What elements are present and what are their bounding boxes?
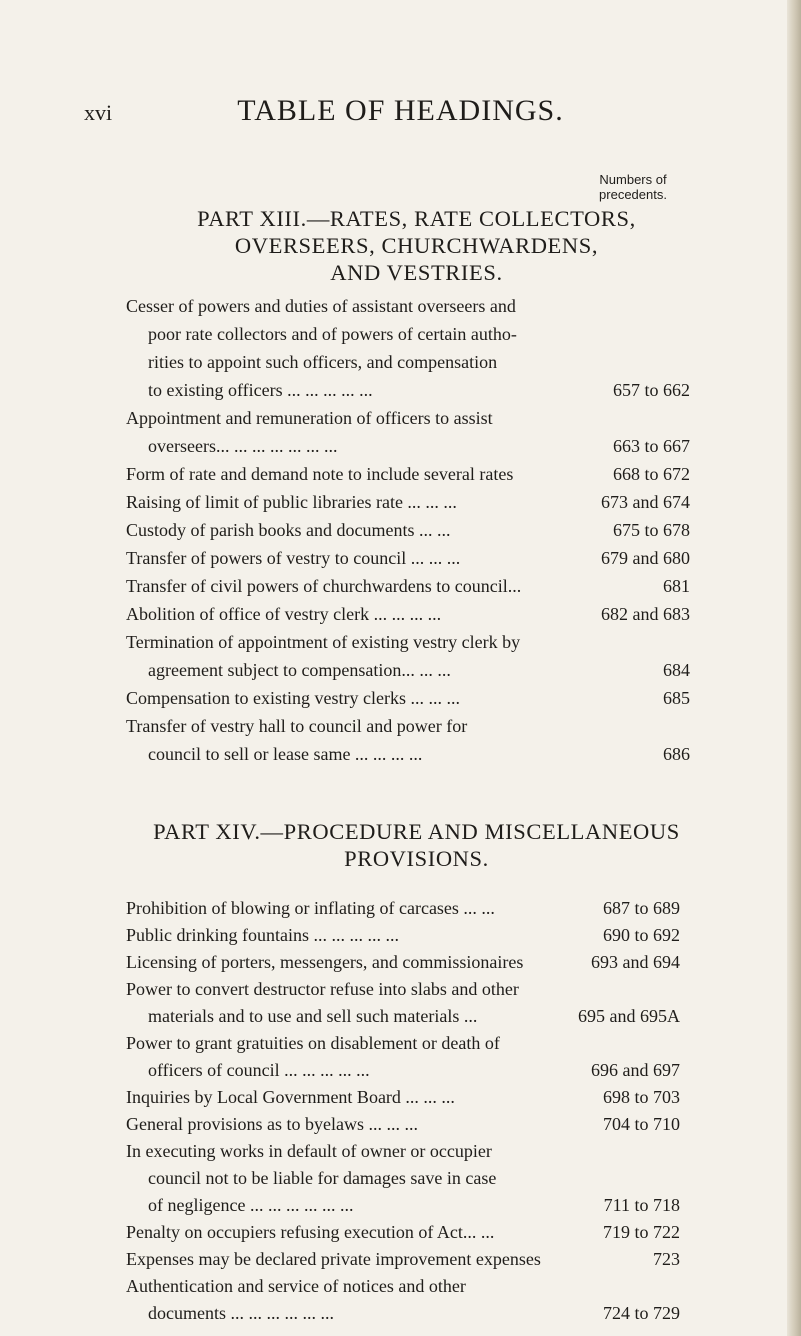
precedent-number-ref: 693 and 694 [591, 952, 680, 972]
precedent-number-ref: 686 [663, 744, 690, 764]
precedent-number-ref: 695 and 695A [578, 1006, 680, 1026]
part-xiii-title [16, 205, 801, 286]
part-title-line: OVERSEERS, CHURCHWARDENS, [234, 233, 599, 258]
precedent-number-ref: 681 [663, 576, 690, 596]
precedent-number-ref: 690 to 692 [602, 925, 680, 945]
heading-text-line: Licensing of porters, messengers, and commissionaires [126, 952, 524, 972]
heading-text-line: Cesser of powers and duties of assistant overseers and [126, 296, 516, 316]
precedent-number-ref: 698 to 703 [602, 1087, 680, 1107]
heading-text-line: Penalty on occupiers refusing execution of Act... ... [126, 1222, 495, 1242]
heading-text-line: Inquiries by Local Government Board ... ... ... [126, 1087, 455, 1107]
heading-text-line: Transfer of civil powers of churchwardens to council... [126, 576, 522, 596]
heading-text-line: materials and to use and sell such materials ... [148, 1006, 478, 1026]
heading-text-line: Expenses may be declared private improvement expenses [126, 1249, 541, 1269]
heading-text-line: officers of council ... ... ... ... ... [148, 1060, 370, 1080]
heading-text-line: Termination of appointment of existing vestry clerk by [126, 632, 521, 652]
heading-text-line: In executing works in default of owner or occupier [126, 1141, 492, 1161]
precedent-number-ref: 684 [663, 660, 690, 680]
heading-text-line: Transfer of powers of vestry to council ... ... ... [126, 548, 461, 568]
part-title-line: PROVISIONS. [344, 846, 489, 871]
precedents-label-line: precedents. [599, 187, 667, 202]
heading-text-line: poor rate collectors and of powers of certain autho- [148, 324, 517, 344]
precedent-number-ref: 668 to 672 [612, 464, 690, 484]
heading-text-line: Authentication and service of notices and other [126, 1276, 466, 1296]
precedent-number-ref: 657 to 662 [612, 380, 690, 400]
heading-text-line: of negligence ... ... ... ... ... ... [148, 1195, 354, 1215]
running-title: TABLE OF HEADINGS. [237, 94, 564, 127]
heading-text-line: council not to be liable for damages save in case [148, 1168, 497, 1188]
heading-text-line: Compensation to existing vestry clerks ... ... ... [126, 688, 460, 708]
precedents-column-label [578, 172, 688, 202]
precedents-label-line: Numbers of [599, 172, 667, 187]
heading-text-line: Transfer of vestry hall to council and power for [126, 716, 468, 736]
heading-text-line: overseers... ... ... ... ... ... ... [148, 436, 338, 456]
heading-text-line: to existing officers ... ... ... ... ... [148, 380, 373, 400]
precedent-number-ref: 704 to 710 [602, 1114, 680, 1134]
precedent-number-ref: 663 to 667 [612, 436, 690, 456]
heading-text-line: General provisions as to byelaws ... ... ... [126, 1114, 418, 1134]
heading-text-line: Prohibition of blowing or inflating of carcases ... ... [126, 898, 495, 918]
heading-text-line: council to sell or lease same ... ... ... ... [148, 744, 423, 764]
precedent-number-ref: 682 and 683 [601, 604, 690, 624]
heading-text-line: agreement subject to compensation... ... ... [148, 660, 451, 680]
precedent-number-ref: 724 to 729 [602, 1303, 680, 1323]
precedent-number-ref: 696 and 697 [591, 1060, 680, 1080]
part-title-line: PART XIV.—PROCEDURE AND MISCELLANEOUS [153, 819, 680, 844]
heading-text-line: Public drinking fountains ... ... ... ... ... [126, 925, 399, 945]
heading-text-line: Form of rate and demand note to include several rates [126, 464, 514, 484]
precedent-number-ref: 675 to 678 [612, 520, 690, 540]
heading-text-line: Custody of parish books and documents ... ... [126, 520, 451, 540]
heading-text-line: Power to grant gratuities on disablement or death of [126, 1033, 500, 1053]
precedent-number-ref: 685 [663, 688, 690, 708]
precedent-number-ref: 723 [653, 1249, 680, 1269]
precedent-number-ref: 673 and 674 [601, 492, 690, 512]
heading-text-line: Appointment and remuneration of officers to assist [126, 408, 493, 428]
part-title-line: PART XIII.—RATES, RATE COLLECTORS, [197, 206, 636, 231]
precedent-number-ref: 711 to 718 [603, 1195, 680, 1215]
part-title-line: AND VESTRIES. [330, 260, 503, 285]
part-xiv-title [16, 818, 801, 872]
page-header [0, 94, 801, 134]
heading-text-line: rities to appoint such officers, and compensation [148, 352, 498, 372]
page-number: xvi [84, 100, 113, 125]
heading-text-line: Power to convert destructor refuse into slabs and other [126, 979, 519, 999]
heading-text-line: documents ... ... ... ... ... ... [148, 1303, 334, 1323]
page-edge [787, 0, 801, 1336]
heading-text-line: Raising of limit of public libraries rate ... ... ... [126, 492, 457, 512]
heading-text-line: Abolition of office of vestry clerk ... ... ... ... [126, 604, 442, 624]
precedent-number-ref: 679 and 680 [601, 548, 690, 568]
precedent-number-ref: 719 to 722 [602, 1222, 680, 1242]
precedent-number-ref: 687 to 689 [602, 898, 680, 918]
